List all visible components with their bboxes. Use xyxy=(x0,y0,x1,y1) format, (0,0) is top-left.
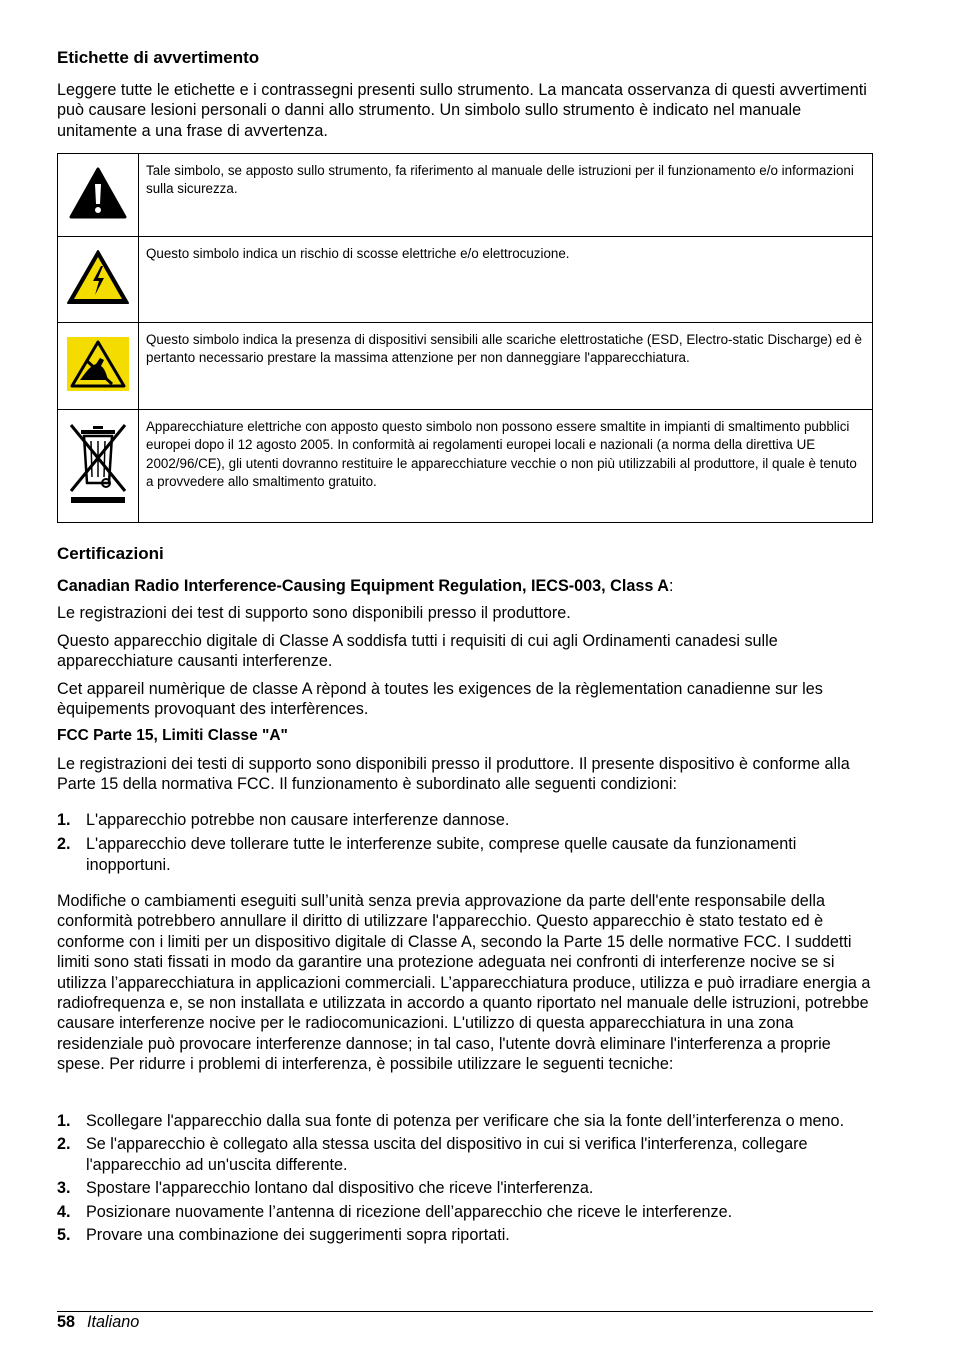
weee-crossed-bin-icon xyxy=(65,494,131,511)
canada-paragraph-3: Cet appareil numèrique de classe A rèpond à toutes les exigences de la règlementation canadienne sur les èquipements provoquant des interfèrences. xyxy=(57,680,823,719)
warning-symbols-table xyxy=(57,153,873,523)
table-row xyxy=(58,237,873,323)
symbol-cell xyxy=(58,154,139,237)
symbol-description: Tale simbolo, se apposto sullo strumento, fa riferimento al manuale delle istruzioni per il funzionamento e/o informazioni sulla sicurezza. xyxy=(139,154,873,237)
section-title-warning-labels: Etichette di avvertimento xyxy=(57,48,260,67)
list-item xyxy=(57,1178,873,1198)
list-item xyxy=(57,1225,873,1245)
table-row xyxy=(58,410,873,523)
list-item-number: 1. xyxy=(57,811,71,829)
canada-heading-colon: : xyxy=(668,577,674,595)
list-item-text: L'apparecchio deve tollerare tutte le interferenze subite, comprese quelle causate da funzionamenti inopportuni. xyxy=(86,835,797,874)
warning-labels-intro: Leggere tutte le etichette e i contrassegni presenti sullo strumento. La mancata osservanza di questi avvertimenti può causare lesioni personali o danni allo strumento. Un simbolo sullo strumento è indicato nel manuale unitamente a una frase di avvertenza. xyxy=(57,81,867,140)
section-title-certifications: Certificazioni xyxy=(57,544,164,563)
footer-divider xyxy=(57,1311,873,1312)
canada-heading-text: Canadian Radio Interference-Causing Equipment Regulation, IECS-003, Class A xyxy=(57,577,669,595)
fcc-paragraph-1: Le registrazioni dei testi di supporto sono disponibili presso il produttore. Il presente dispositivo è conforme alla Parte 15 della normativa FCC. Il funzionamento è subordinato alle seguenti condizioni: xyxy=(57,755,850,794)
fcc-heading: FCC Parte 15, Limiti Classe "A" xyxy=(57,727,288,744)
fcc-conditions-list xyxy=(57,810,873,875)
list-item-number: 3. xyxy=(57,1179,71,1198)
symbol-description: Questo simbolo indica un rischio di scosse elettriche e/o elettrocuzione. xyxy=(139,237,873,323)
list-item-number: 2. xyxy=(57,835,71,854)
table-row xyxy=(58,154,873,237)
list-item xyxy=(57,810,873,830)
list-item xyxy=(57,1202,873,1222)
list-item-text: L'apparecchio potrebbe non causare interferenze dannose. xyxy=(86,811,510,829)
esd-sensitive-icon xyxy=(66,379,130,396)
interference-techniques-list xyxy=(57,1111,873,1245)
list-item-text: Provare una combinazione dei suggerimenti sopra riportati. xyxy=(86,1226,510,1245)
list-item xyxy=(57,834,873,875)
symbol-description: Apparecchiature elettriche con apposto questo simbolo non possono essere smaltite in impianti di smaltimento pubblici europei dopo il 12 agosto 2005. In conformità ai regolamenti europei locali e nazionali (a norma della direttiva UE 2002/96/CE), gli utenti dovranno restituire le apparecchiature vecchie o non più utilizzabili al produttore, il quale è tenuto a provvedere allo smaltimento gratuito. xyxy=(139,410,873,523)
list-item-number: 4. xyxy=(57,1202,71,1221)
symbol-cell xyxy=(58,323,139,410)
warning-triangle-icon xyxy=(68,207,128,224)
list-item-number: 1. xyxy=(57,1112,71,1130)
symbol-cell xyxy=(58,410,139,523)
list-item-number: 5. xyxy=(57,1226,71,1245)
symbol-cell xyxy=(58,237,139,323)
list-item-number: 2. xyxy=(57,1135,71,1154)
list-item xyxy=(57,1134,873,1175)
electrical-shock-icon xyxy=(66,292,130,309)
fcc-paragraph-2: Modifiche o cambiamenti eseguiti sull’unità senza previa approvazione da parte dell'ente responsabile della conformità potrebbero annullare il diritto di utilizzare l'apparecchio. Questo apparecchio è stato testato ed è conforme con i limiti per un dispositivo digitale di Classe A, secondo la Parte 15 delle normative FCC. I suddetti limiti sono stati fissati in modo da garantire una protezione adeguata nei confronti di interferenze nocive se si utilizza l’apparecchiatura in applicazioni commerciali. L’apparecchiatura produce, utilizza e può irradiare energia a radiofrequenza e, se non installata e utilizzata in accordo a quanto riportato nel manuale delle istruzioni, potrebbe causare interferenze nocive per le radiocomunicazioni. L'utilizzo di questa apparecchiatura in una zona residenziale può provocare interferenze dannose; in tal caso, l'utente dovrà eliminare l'interferenza a proprie spese. Per ridurre i problemi di interferenza, è possibile utilizzare le seguenti tecniche: xyxy=(57,892,871,1074)
canada-paragraph-2: Questo apparecchio digitale di Classe A soddisfa tutti i requisiti di cui agli Ordinamenti canadesi sulle apparecchiature causanti interferenze. xyxy=(57,632,778,671)
footer-language: Italiano xyxy=(87,1313,140,1331)
page-number: 58 xyxy=(57,1313,76,1331)
list-item-text: Se l'apparecchio è collegato alla stessa uscita del dispositivo in cui si verifica l'interferenza, collegare l'apparecchio ad un'uscita differente. xyxy=(86,1135,808,1174)
canada-regulation-heading xyxy=(57,576,873,596)
table-row xyxy=(58,323,873,410)
list-item-text: Posizionare nuovamente l’antenna di ricezione dell’apparecchio che riceve le interferenze. xyxy=(86,1202,733,1221)
list-item-text: Spostare l'apparecchio lontano dal dispositivo che riceve l'interferenza. xyxy=(86,1179,594,1198)
canada-paragraph-1: Le registrazioni dei test di supporto sono disponibili presso il produttore. xyxy=(57,604,571,622)
page-footer xyxy=(57,1312,139,1332)
list-item-text: Scollegare l'apparecchio dalla sua fonte di potenza per verificare che sia la fonte dell’interferenza o meno. xyxy=(86,1112,845,1130)
symbol-description: Questo simbolo indica la presenza di dispositivi sensibili alle scariche elettrostatiche (ESD, Electro-static Discharge) ed è pertanto necessario prestare la massima attenzione per non danneggiare l'apparecchiatura. xyxy=(139,323,873,410)
list-item xyxy=(57,1111,873,1131)
